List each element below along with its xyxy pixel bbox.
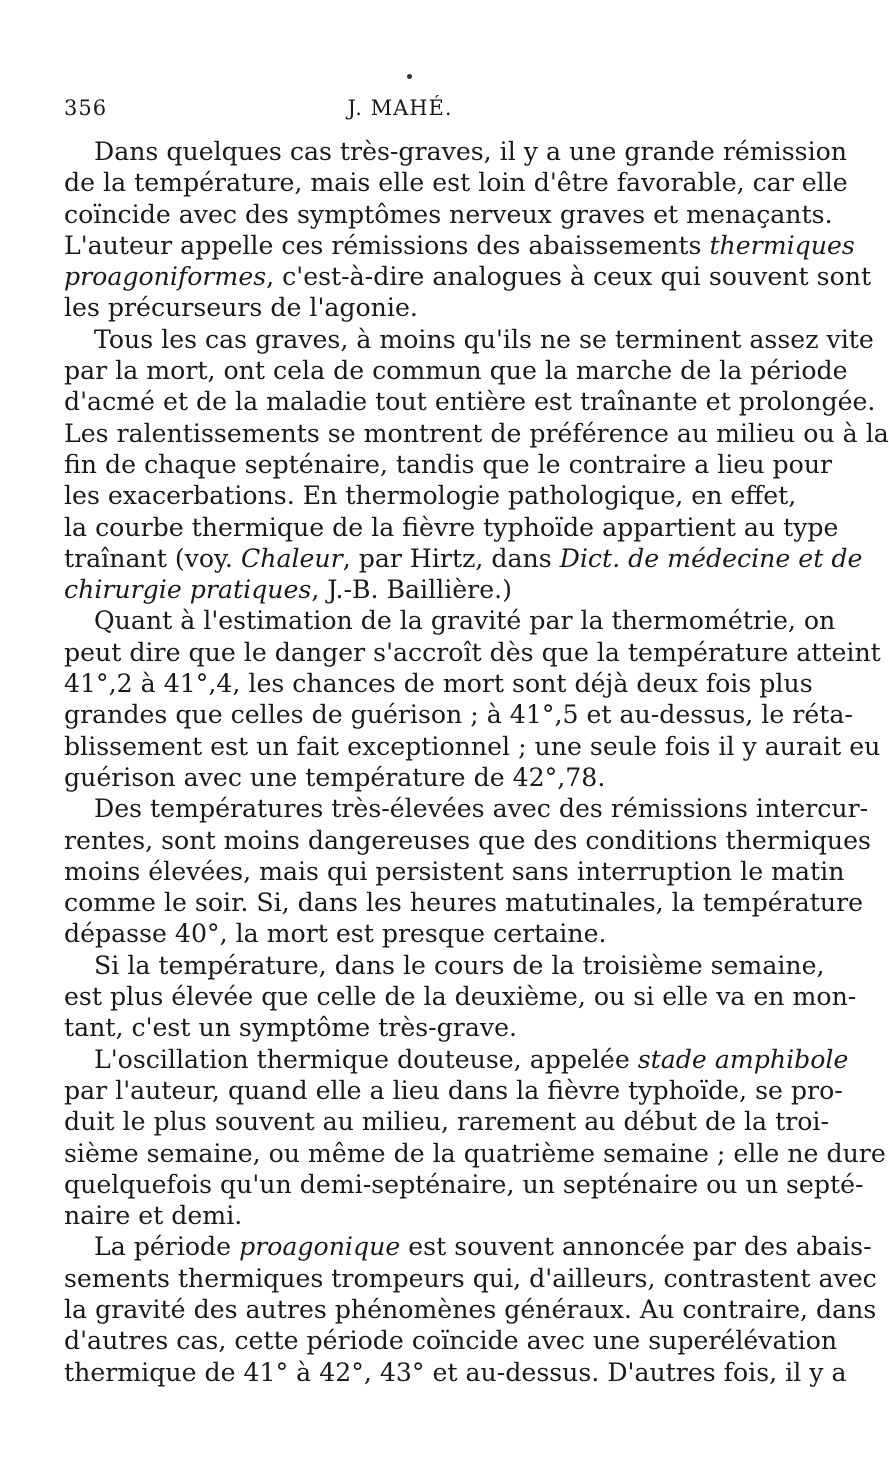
italic-text: Chaleur xyxy=(240,543,343,573)
text-line xyxy=(64,386,876,417)
text-run: de la température, mais elle est loin d'être favorable, car elle xyxy=(64,168,848,198)
page-number: 356 xyxy=(64,96,108,120)
text-run: peut dire que le danger s'accroît dès que la température atteint xyxy=(64,637,881,667)
text-line xyxy=(64,1325,838,1356)
text-line xyxy=(64,950,825,981)
text-run: thermique de 41° à 42°, 43° et au-dessus. D'autres fois, il y a xyxy=(64,1357,847,1387)
text-line xyxy=(64,1012,764,1043)
text-line xyxy=(64,480,797,511)
text-run: d'autres cas, cette période coïncide avec une superélévation xyxy=(64,1326,838,1356)
text-run: traînant (voy. xyxy=(64,543,241,573)
text-run: , par Hirtz, dans xyxy=(342,543,560,573)
text-line xyxy=(64,1294,877,1325)
body-text xyxy=(64,136,889,1388)
text-line xyxy=(64,449,833,480)
text-run: duit le plus souvent au milieu, rarement au début de la troi- xyxy=(64,1107,829,1137)
text-run: par l'auteur, quand elle a lieu dans la fièvre typhoïde, se pro- xyxy=(64,1075,843,1105)
text-line xyxy=(64,981,857,1012)
text-line xyxy=(64,1169,864,1200)
text-line xyxy=(64,699,853,730)
text-line xyxy=(64,1357,847,1388)
text-run: la gravité des autres phénomènes généraux. Au contraire, dans xyxy=(64,1294,877,1324)
text-line xyxy=(64,261,872,292)
text-run: Quant à l'estimation de la gravité par la thermométrie, on xyxy=(94,606,836,636)
text-run: comme le soir. Si, dans les heures matutinales, la température xyxy=(64,888,864,918)
text-run: dépasse 40°, la mort est presque certaine. xyxy=(64,919,607,949)
text-line xyxy=(64,793,869,824)
text-run: moins élevées, mais qui persistent sans interruption le matin xyxy=(64,856,845,886)
text-run: les exacerbations. En thermologie pathologique, en effet, xyxy=(64,481,797,511)
ink-dot xyxy=(407,74,412,79)
text-line xyxy=(64,418,889,449)
text-run: sements thermiques trompeurs qui, d'ailleurs, contrastent avec xyxy=(64,1263,877,1293)
text-line xyxy=(64,887,864,918)
italic-text: Dict. de médecine et de xyxy=(559,543,863,573)
text-line xyxy=(64,605,836,636)
text-line xyxy=(64,136,848,167)
italic-text: stade amphibole xyxy=(637,1044,849,1074)
italic-text: chirurgie pratiques xyxy=(64,575,312,605)
text-line xyxy=(64,856,845,887)
text-line xyxy=(64,512,839,543)
text-run: par la mort, ont cela de commun que la marche de la période xyxy=(64,356,848,386)
text-line xyxy=(64,825,871,856)
text-run: La période xyxy=(94,1232,240,1262)
text-line xyxy=(64,668,813,699)
text-line xyxy=(64,1075,843,1106)
text-line xyxy=(64,574,764,605)
text-run: grandes que celles de guérison ; à 41°,5 et au-dessus, le réta- xyxy=(64,700,853,730)
text-run: tant, c'est un symptôme très-grave. xyxy=(64,1013,518,1043)
text-run: L'auteur appelle ces rémissions des abaissements xyxy=(64,230,710,260)
text-line xyxy=(64,1231,872,1262)
text-run: Dans quelques cas très-graves, il y a une grande rémission xyxy=(94,137,848,166)
text-run: Les ralentissements se montrent de préférence au milieu ou à la xyxy=(64,418,889,448)
text-line xyxy=(64,762,764,793)
italic-text: thermiques xyxy=(709,230,855,260)
text-line xyxy=(64,637,881,668)
text-run: sième semaine, ou même de la quatrième semaine ; elle ne dure xyxy=(64,1138,886,1168)
running-title: J. MAHÉ. xyxy=(347,96,453,120)
text-run: L'oscillation thermique douteuse, appelée xyxy=(94,1044,638,1074)
text-line xyxy=(64,324,874,355)
text-run: les précurseurs de l'agonie. xyxy=(64,293,418,323)
text-line xyxy=(64,1044,849,1075)
text-run: fin de chaque septénaire, tandis que le contraire a lieu pour xyxy=(64,449,833,479)
text-line xyxy=(64,543,863,574)
text-run: , J.-B. Baillière.) xyxy=(311,575,512,605)
italic-text: proagoniformes xyxy=(64,262,267,292)
text-line xyxy=(64,731,881,762)
text-run: la courbe thermique de la fièvre typhoïde appartient au type xyxy=(64,512,839,542)
italic-text: proagonique xyxy=(239,1232,401,1262)
text-run: coïncide avec des symptômes nerveux graves et menaçants. xyxy=(64,199,833,229)
page-header xyxy=(60,96,740,126)
text-line xyxy=(64,292,764,323)
text-run: rentes, sont moins dangereuses que des conditions thermiques xyxy=(64,825,871,855)
text-run: guérison avec une température de 42°,78. xyxy=(64,762,606,792)
text-line xyxy=(64,199,833,230)
text-run: Des températures très-élevées avec des rémissions intercur- xyxy=(94,794,869,824)
text-run: blissement est un fait exceptionnel ; une seule fois il y aurait eu xyxy=(64,731,881,761)
text-line xyxy=(64,1106,829,1137)
text-line xyxy=(64,167,848,198)
text-line xyxy=(64,230,855,261)
text-run: d'acmé et de la maladie tout entière est traînante et prolongée. xyxy=(64,387,876,417)
text-run: Tous les cas graves, à moins qu'ils ne se terminent assez vite xyxy=(94,324,874,354)
text-run: 41°,2 à 41°,4, les chances de mort sont déjà deux fois plus xyxy=(64,669,813,699)
text-run: est plus élevée que celle de la deuxième, ou si elle va en mon- xyxy=(64,982,857,1012)
text-line xyxy=(64,918,764,949)
text-run: est souvent annoncée par des abais- xyxy=(400,1232,872,1262)
text-line xyxy=(64,355,848,386)
text-line xyxy=(64,1200,764,1231)
text-run: , c'est-à-dire analogues à ceux qui souvent sont xyxy=(266,262,872,292)
text-run: quelquefois qu'un demi-septénaire, un septénaire ou un septé- xyxy=(64,1169,864,1199)
text-run: naire et demi. xyxy=(64,1201,243,1231)
text-line xyxy=(64,1138,886,1169)
text-line xyxy=(64,1263,877,1294)
text-run: Si la température, dans le cours de la troisième semaine, xyxy=(94,950,825,980)
